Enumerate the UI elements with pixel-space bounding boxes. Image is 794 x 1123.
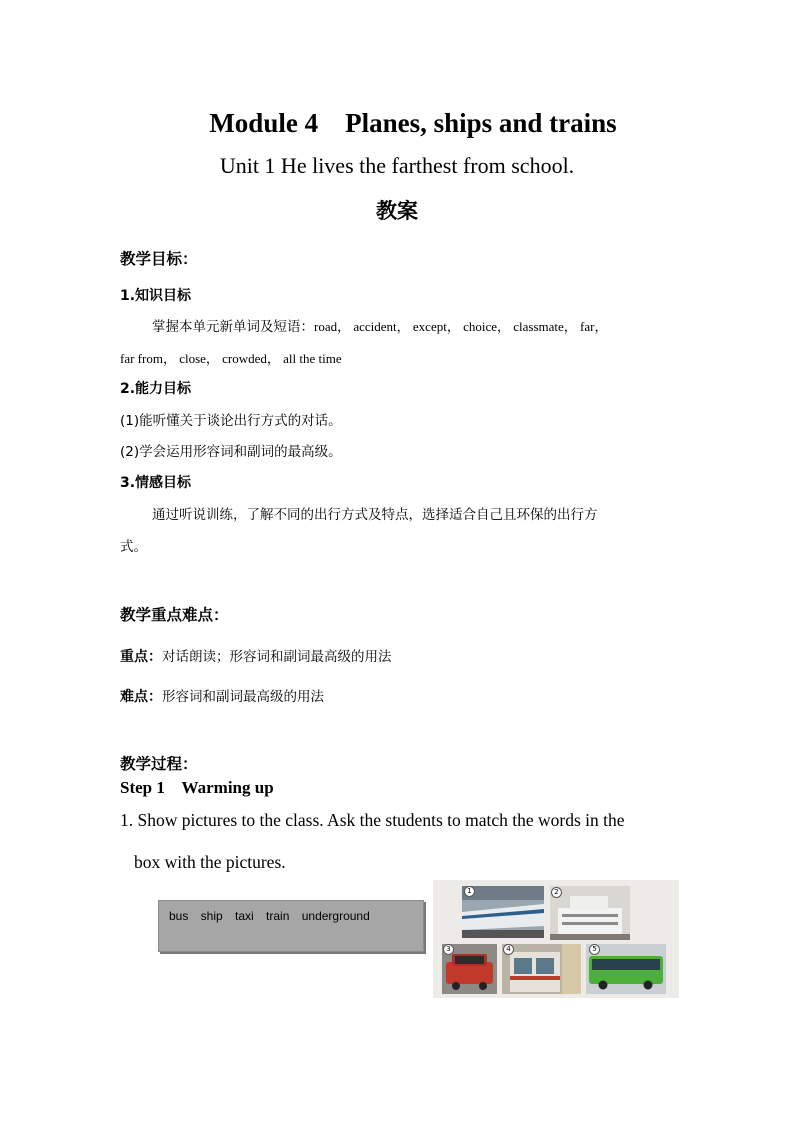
process-heading: 教学过程： [120,755,198,773]
picture-number-5: 5 [589,944,600,955]
difficulty-text: 形容词和副词最高级的用法 [162,689,324,705]
picture-number-3: 3 [443,944,454,955]
word-box [158,900,424,952]
emotion-heading: 3.情感目标 [120,475,192,491]
picture-underground [502,944,581,994]
difficulty-line [120,685,324,706]
ability-heading: 2.能力目标 [120,381,192,397]
difficulty-label: 难点： [120,689,162,705]
knowledge-line-1 [120,315,607,335]
picture-number-2: 2 [551,887,562,898]
instruction-line-2: box with the pictures. [134,852,286,872]
vocab-words-2: far from， close， crowded， all the time [120,351,342,366]
instruction-line-1: 1. Show pictures to the class. Ask the students to match the words in the [120,810,625,830]
word-box-text: bus ship taxi train underground [169,909,370,923]
ship-image [550,886,630,940]
document-type: 教案 [376,199,418,223]
emotion-line-2: 式。 [120,539,147,555]
picture-number-4: 4 [503,944,514,955]
vocab-words-1: road， accident， except， choice， classmate， far， [314,319,608,334]
focus-line [120,645,392,666]
focus-label: 重点： [120,649,162,665]
ability-item-2: (2)学会运用形容词和副词的最高级。 [120,444,342,460]
focus-text: 对话朗读；形容词和副词最高级的用法 [162,649,392,665]
module-title: Module 4 Planes, ships and trains [209,108,617,138]
objectives-heading: 教学目标： [120,250,198,268]
step1-heading: Step 1 Warming up [120,778,274,797]
key-points-heading: 教学重点难点： [120,606,229,624]
ability-item-1: (1)能听懂关于谈论出行方式的对话。 [120,413,342,429]
unit-subtitle: Unit 1 He lives the farthest from school. [219,153,575,178]
emotion-line-1: 通过听说训练，了解不同的出行方式及特点，选择适合自己且环保的出行方 [152,507,598,523]
knowledge-heading: 1.知识目标 [120,288,192,304]
knowledge-intro: 掌握本单元新单词及短语： [152,319,314,335]
picture-ship [550,886,630,940]
underground-image [502,944,581,994]
picture-number-1: 1 [464,886,475,897]
transport-pictures [433,880,679,998]
